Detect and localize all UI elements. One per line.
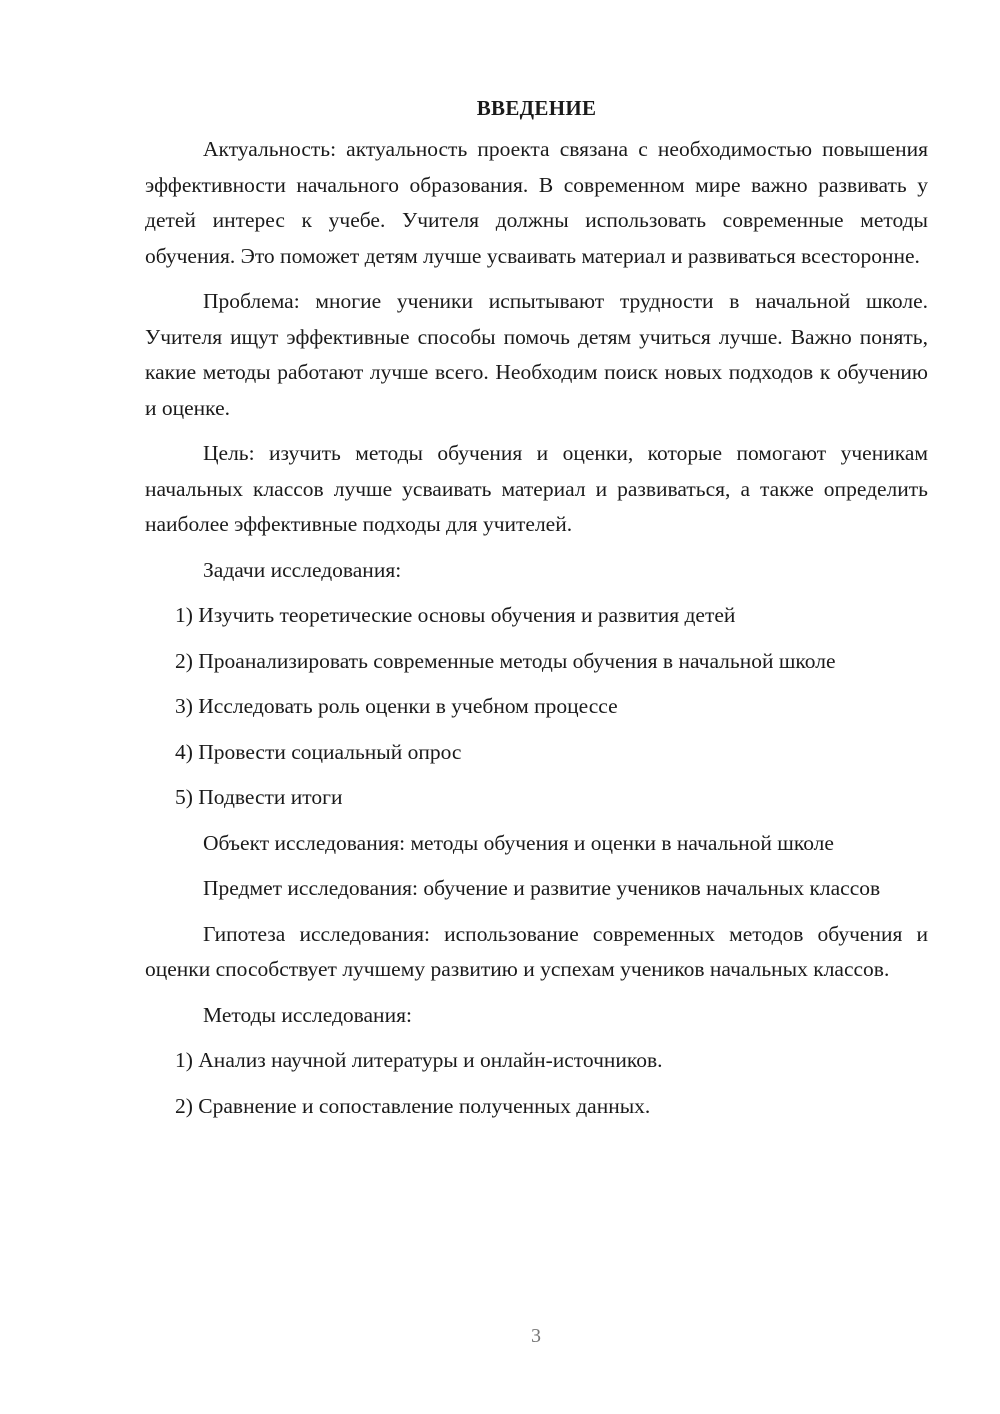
subject-paragraph: Предмет исследования: обучение и развитие учеников начальных классов — [203, 876, 881, 900]
page-title: ВВЕДЕНИЕ — [476, 96, 597, 120]
page-number: 3 — [531, 1325, 541, 1347]
task-item: 1) Изучить теоретические основы обучения и развития детей — [175, 603, 736, 627]
task-item: 3) Исследовать роль оценки в учебном процессе — [175, 694, 618, 718]
goal-paragraph: Цель: изучить методы обучения и оценки, которые помогают ученикам начальных классов лучше усваивать материал и развиваться, а также определить наиболее эффективные подходы для учителей. — [145, 441, 928, 536]
problem-paragraph: Проблема: многие ученики испытывают трудности в начальной школе. Учителя ищут эффективные способы помочь детям учиться лучше. Важно понять, какие методы работают лучше всего. Необходим поиск новых подходов к обучению и оценке. — [145, 289, 928, 420]
object-paragraph: Объект исследования: методы обучения и оценки в начальной школе — [203, 830, 834, 855]
hypothesis-paragraph: Гипотеза исследования: использование современных методов обучения и оценки способствует лучшему развитию и успехам учеников начальных классов. — [145, 921, 928, 981]
task-item: 4) Провести социальный опрос — [175, 739, 462, 764]
document-page — [145, 90, 928, 1134]
method-item: 1) Анализ научной литературы и онлайн-источников. — [175, 1048, 663, 1072]
relevance-paragraph: Актуальность: актуальность проекта связана с необходимостью повышения эффективности начального образования. В современном мире важно развивать у детей интерес к учебе. Учителя должны использовать современные методы обучения. Это поможет детям лучше усваивать материал и развиваться всесторонне. — [145, 137, 928, 268]
task-item: 5) Подвести итоги — [175, 785, 343, 809]
methods-heading: Методы исследования: — [203, 1002, 412, 1027]
tasks-heading: Задачи исследования: — [203, 557, 402, 582]
task-item: 2) Проанализировать современные методы обучения в начальной школе — [175, 648, 836, 673]
method-item: 2) Сравнение и сопоставление полученных данных. — [175, 1093, 651, 1118]
